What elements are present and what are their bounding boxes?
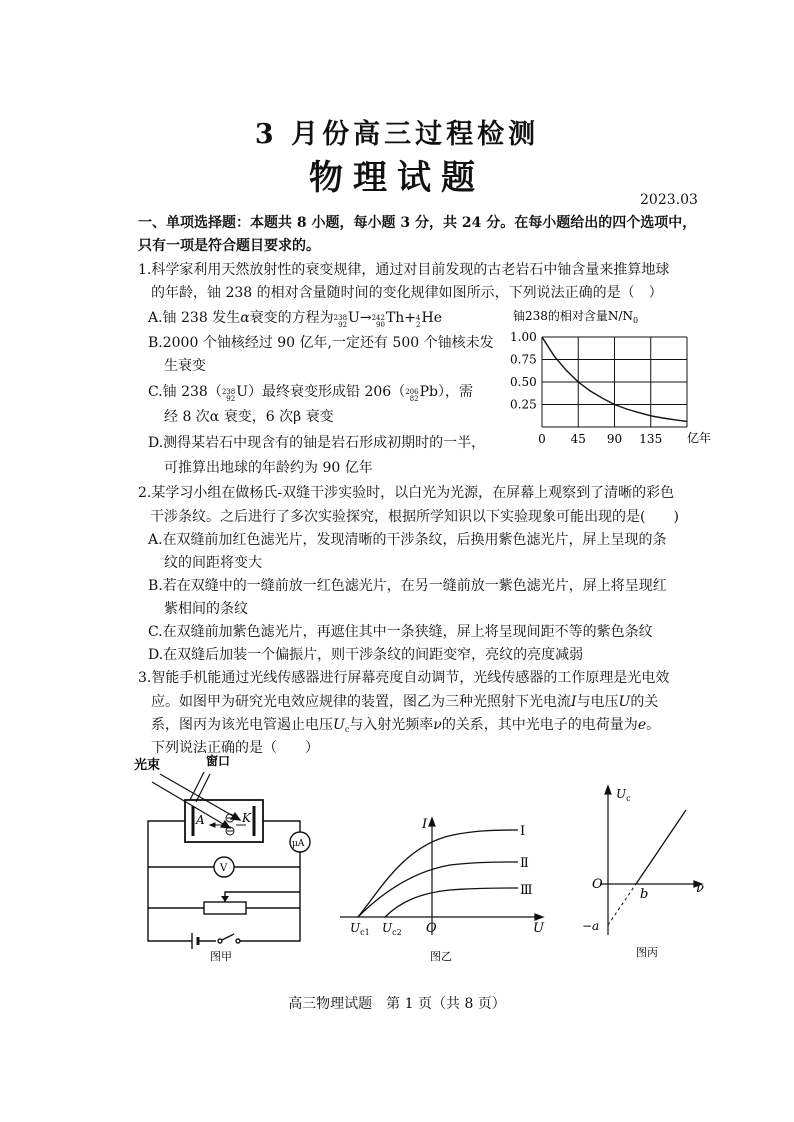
label-window: 窗口 (206, 754, 231, 768)
chart-grid (542, 337, 687, 427)
chart-y-ticks (510, 330, 537, 412)
bing-axes (600, 786, 702, 935)
caption-bing: 图丙 (636, 946, 658, 959)
label-curve-II: Ⅱ (520, 856, 529, 871)
exam-title: 3 月份高三过程检测 (254, 119, 540, 150)
section-heading-line2: 只有一项是符合题目要求的。 (138, 238, 320, 254)
label-light-beam: 光束 (134, 758, 161, 773)
q1-option-b-line2: 生衰变 (164, 358, 206, 374)
label-curve-III: Ⅲ (520, 883, 533, 898)
q2-option-d: D.在双缝后加装一个偏振片，则干涉条纹的间距变窄，亮纹的亮度减弱 (148, 647, 584, 663)
battery (192, 933, 216, 949)
q2-option-b-line2: 紫相间的条纹 (164, 601, 248, 617)
switch (218, 934, 240, 943)
label-voltmeter: V (220, 863, 228, 874)
chart-y-tick-label: 0.50 (510, 375, 537, 389)
q1-stem-line2: 的年龄，铀 238 的相对含量随时间的变化规律如图所示，下列说法正确的是（ ） (151, 285, 663, 301)
section-heading-line1: 一、单项选择题：本题共 8 小题，每小题 3 分，共 24 分。在每小题给出的四个选项中， (138, 215, 697, 231)
chart-x-tick-label: 0 (538, 432, 546, 446)
label-neg-a: −a (582, 919, 600, 933)
label-Uc1: $U_{c1}$ (350, 921, 370, 937)
q2-stem-line2: 干涉条纹。之后进行了多次实验探究，根据所学知识以下实验现象可能出现的是( ) (150, 509, 679, 525)
label-anode: A (196, 813, 205, 827)
q2-option-a-line1: A.在双缝前加红色滤光片，发现清晰的干涉条纹，后换用紫色滤光片，屏上呈现的条 (148, 532, 667, 548)
curve-I (358, 830, 518, 917)
q2-option-c: C.在双缝前加紫色滤光片，再遮住其中一条狭缝，屏上将呈现间距不等的紫色条纹 (148, 624, 653, 640)
curve-III (385, 888, 518, 917)
label-origin-yi: O (426, 921, 437, 936)
q3-stem-line1: 3.智能手机能通过光线传感器进行屏幕亮度自动调节，光线传感器的工作原理是光电效 (138, 670, 670, 686)
subject-title: 物理试题 (309, 158, 485, 198)
chart-y-tick-label: 1.00 (510, 330, 537, 344)
figure-bing-uc-nu (578, 780, 718, 960)
label-microammeter: μA (292, 839, 305, 849)
chart-x-tick-label: 45 (570, 432, 586, 446)
figure-jia-circuit (130, 752, 330, 962)
chart-x-tick-label: 90 (606, 432, 623, 446)
uranium-decay-chart (505, 302, 720, 452)
label-curve-I: Ⅰ (520, 824, 526, 839)
label-nu: ν (696, 881, 704, 896)
q2-option-b-line1: B.若在双缝中的一缝前放一红色滤光片，在另一缝前放一紫色滤光片，屏上将呈现红 (148, 578, 667, 594)
chart-x-label: 亿年 (687, 431, 712, 445)
q2-option-a-line2: 纹的间距将变大 (164, 555, 262, 571)
chart-x-tick-label: 135 (639, 432, 663, 446)
label-axis-Uc: $U_c$ (616, 787, 631, 803)
chart-y-tick-label: 0.25 (510, 397, 537, 412)
caption-jia: 图甲 (210, 950, 232, 962)
yi-axes (340, 818, 543, 935)
exam-date: 2023.03 (640, 192, 698, 208)
chart-x-ticks (538, 432, 662, 446)
chart-y-tick-label: 0.75 (510, 352, 537, 367)
page-footer: 高三物理试题 第 1 页（共 8 页） (288, 996, 506, 1012)
label-axis-I: I (422, 817, 428, 832)
q3-stem-line2: 应。如图甲为研究光电效应规律的装置，图乙为三种光照射下光电流I与电压U的关 (151, 694, 659, 710)
label-Uc2: $U_{c2}$ (382, 921, 402, 937)
circuit-wires (148, 821, 300, 941)
rheostat (204, 902, 246, 914)
q1-option-c-line2: 经 8 次α 衰变，6 次β 衰变 (164, 409, 334, 425)
q3-stem-line3: 系，图丙为该光电管遏止电压$U_c$与入射光频率ν的关系，其中光电子的电荷量为e。 (151, 717, 661, 734)
chart-title: 铀238的相对含量$N/N_0$ (513, 309, 639, 325)
q3-stem-line4: 下列说法正确的是（ ） (151, 740, 319, 756)
uc-nu-extrapolation (608, 884, 636, 925)
q2-stem-line1: 2.某学习小组在做杨氏-双缝干涉实验时，以白光为光源，在屏幕上观察到了清晰的彩色 (138, 485, 675, 501)
q1-option-c-line1: C.铀 238（ 238 92 U）最终衰变形成铅 206（ 206 82 Pb），需 (148, 384, 473, 403)
figure-yi-iu-curves (340, 810, 555, 962)
label-b: b (640, 887, 649, 902)
label-cathode: K (242, 811, 251, 825)
caption-yi: 图乙 (430, 950, 452, 962)
uc-nu-line (636, 810, 686, 884)
q1-option-d-line1: D.测得某岩石中现含有的铀是岩石形成初期时的一半， (148, 435, 486, 451)
rheostat-slider (221, 896, 229, 902)
q1-stem-line1: 1.科学家利用天然放射性的衰变规律，通过对目前发现的古老岩石中铀含量来推算地球 (138, 262, 670, 278)
q1-option-b-line1: B.2000 个铀核经过 90 亿年,一定还有 500 个铀核未发 (148, 335, 494, 351)
label-axis-U: U (533, 921, 544, 936)
label-origin-bing: O (592, 877, 603, 892)
q1-option-a: A.铀 238 发生α衰变的方程为 238 92 U→ 242 90 Th+ 4 2 He (148, 310, 443, 329)
curve-II (358, 862, 518, 917)
q1-option-d-line2: 可推算出地球的年龄约为 90 亿年 (164, 460, 373, 476)
